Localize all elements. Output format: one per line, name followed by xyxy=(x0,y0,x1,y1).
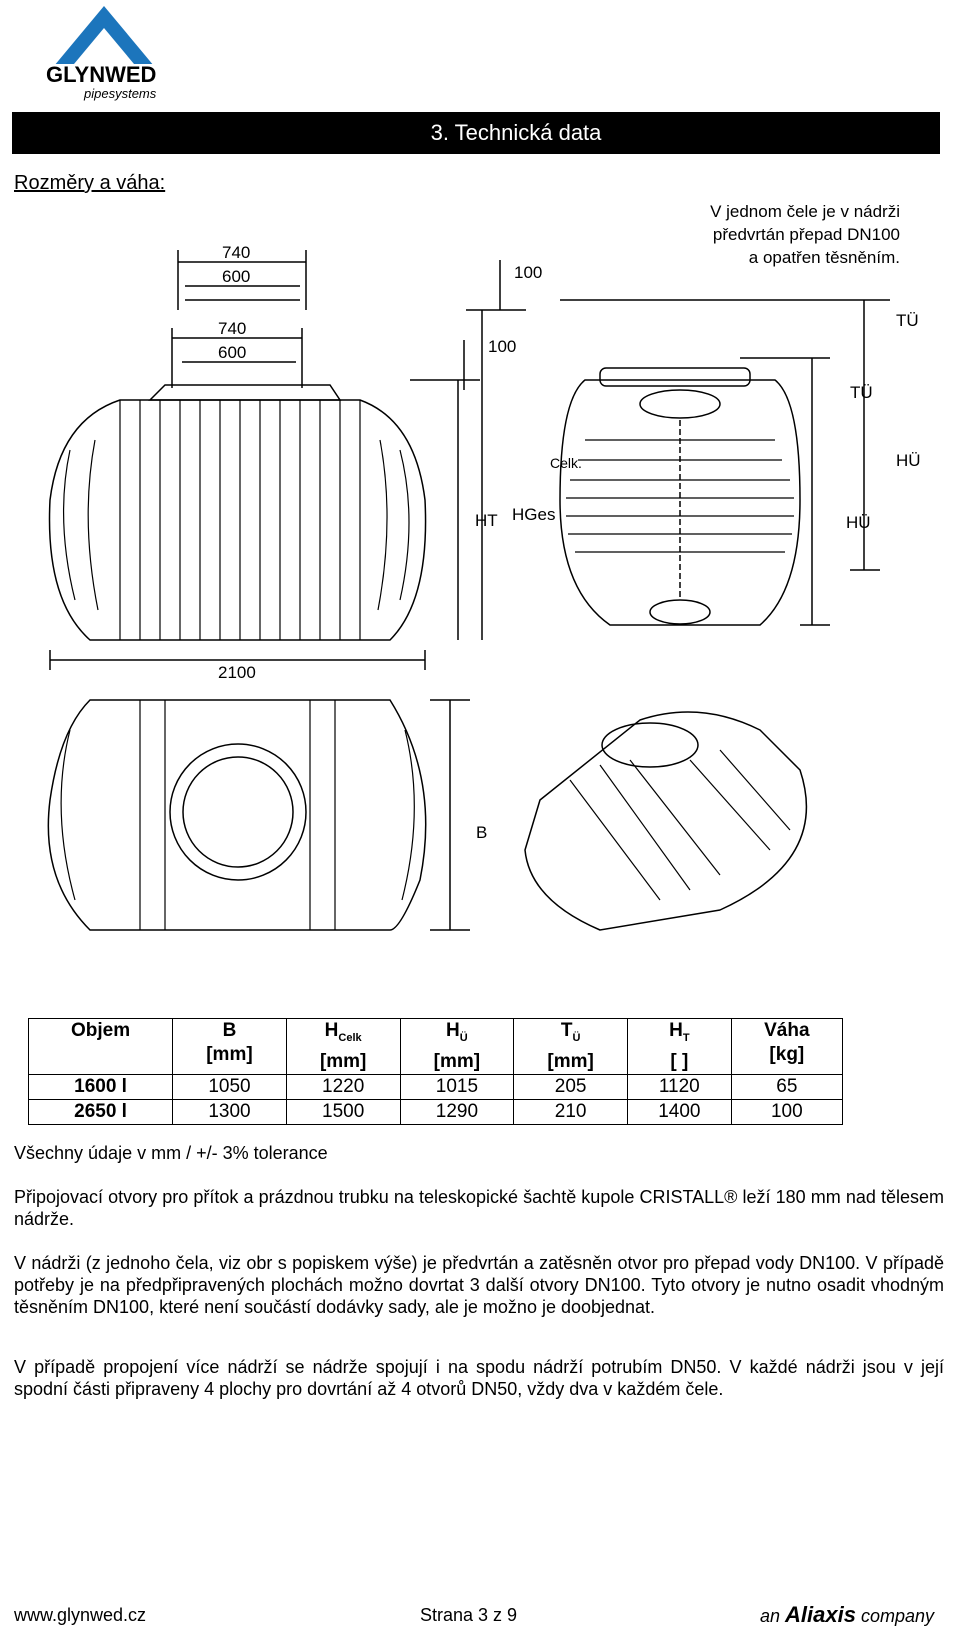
table-cell: 1120 xyxy=(627,1074,731,1099)
label-tu-top: TÜ xyxy=(896,311,919,330)
label-hu-outer: HÜ xyxy=(896,451,921,470)
col-header-b: B [mm] xyxy=(173,1019,287,1075)
glynwed-logo xyxy=(44,6,184,102)
table-cell: 2650 l xyxy=(29,1099,173,1124)
table-cell: 205 xyxy=(514,1074,628,1099)
col-header-hu: $H_Ü$ [mm] xyxy=(400,1019,514,1075)
tolerance-note: Všechny údaje v mm / +/- 3% tolerance xyxy=(14,1143,328,1163)
table-cell: 100 xyxy=(731,1099,842,1124)
table-cell: 1050 xyxy=(173,1074,287,1099)
dim-100-top: 100 xyxy=(514,263,543,282)
footer-url[interactable]: www.glynwed.cz xyxy=(14,1605,147,1625)
col-header-vaha: Váha [kg] xyxy=(731,1019,842,1075)
label-tu: TÜ xyxy=(850,383,873,402)
joining-paragraph: V případě propojení více nádrží se nádrže spojují i na spodu nádrží potrubím DN50. V každé nádrži jsou v její spodní části připraveny 4 plochy pro dovrtání až 4 otvorů DN50, vždy dva v každém čele. xyxy=(14,1357,944,1399)
table-cell: 1300 xyxy=(173,1099,287,1124)
table-cell: 1500 xyxy=(286,1099,400,1124)
tank-drawings xyxy=(0,190,960,950)
table-cell: 1400 xyxy=(627,1099,731,1124)
logo-subtext: pipesystems xyxy=(84,86,157,101)
dim-740: 740 xyxy=(218,319,247,338)
dim-100: 100 xyxy=(488,337,517,356)
connections-paragraph: Připojovací otvory pro přítok a prázdnou trubku na teleskopické šachtě kupole CRISTALL® leží 180 mm nad tělesem nádrže. xyxy=(14,1187,944,1229)
col-header-ht: $H_T$ [ ] xyxy=(627,1019,731,1075)
section-title: 3. Technická data xyxy=(430,120,602,145)
company-prefix: an xyxy=(760,1606,781,1626)
drilling-paragraph: V nádrži (z jednoho čela, viz obr s popiskem výše) je předvrtán a zatěsněn otvor pro přepad vody DN100. V případě potřeby je na předpřipravených plochách možno dovrtat 3 další otvory DN100. Tyto otvory je nutno osadit vhodným těsněním DN100, které není součástí dodávky sady, ale je možno je doobjednat. xyxy=(14,1253,944,1317)
table-cell: 1220 xyxy=(286,1074,400,1099)
label-hu-inner: HÜ xyxy=(846,513,871,532)
dimensions-subtitle: Rozměry a váha: xyxy=(14,172,166,194)
specs-table xyxy=(28,1018,843,1125)
table-row xyxy=(29,1099,843,1124)
col-header-hcelk: $H_{Celk}$ [mm] xyxy=(286,1019,400,1075)
dim-740-top: 740 xyxy=(222,243,251,262)
note-line: V jednom čele je v nádrži xyxy=(710,202,900,221)
logo-text: GLYNWED xyxy=(46,62,157,87)
aliaxis-logo xyxy=(760,1602,934,1628)
note-line: předvrtán přepad DN100 xyxy=(712,225,900,244)
footer-page-number: Strana 3 z 9 xyxy=(420,1605,518,1625)
section-header-bar xyxy=(12,112,940,154)
table-header-row xyxy=(29,1019,843,1075)
table-cell: 1015 xyxy=(400,1074,514,1099)
note-line: a opatřen těsněním. xyxy=(748,248,900,267)
label-hges: HGes xyxy=(512,505,556,524)
table-row xyxy=(29,1074,843,1099)
table-cell: 65 xyxy=(731,1074,842,1099)
dim-600: 600 xyxy=(218,343,247,362)
label-b: B xyxy=(476,823,488,842)
label-ht: HT xyxy=(475,511,498,530)
label-celk: Celk. xyxy=(550,455,582,471)
dim-600-top: 600 xyxy=(222,267,251,286)
company-name: Aliaxis xyxy=(785,1602,856,1627)
table-cell: 210 xyxy=(514,1099,628,1124)
dim-2100: 2100 xyxy=(218,663,256,682)
table-cell: 1290 xyxy=(400,1099,514,1124)
col-header-objem: Objem xyxy=(29,1019,173,1075)
company-suffix: company xyxy=(861,1606,935,1626)
table-cell: 1600 l xyxy=(29,1074,173,1099)
col-header-tu: $T_Ü$ [mm] xyxy=(514,1019,628,1075)
